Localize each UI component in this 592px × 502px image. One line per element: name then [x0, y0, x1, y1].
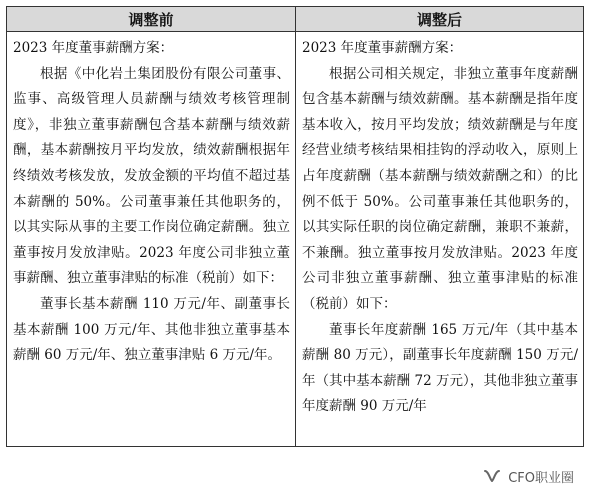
after-plan-body: 根据公司相关规定，非独立董事年度薪酬包含基本薪酬与绩效薪酬。基本薪酬是指年度基本收入，按月平均发放；绩效薪酬是与年度经营业绩考核结果相挂钩的浮动收入，原则上占年度薪酬（基本薪酬与绩效薪酬之和）的比例不低于 50%。公司董事兼任其他职务的，以其实际任职的岗位确定薪酬，兼职不兼薪，不兼酬。独立董事按月发放津贴。2023 年度公司非独立董事薪酬、独立董事津贴的标准（税前）如下： — [302, 65, 578, 312]
wechat-channel-icon — [482, 466, 502, 486]
after-plan-title: 2023 年度董事薪酬方案： — [302, 40, 463, 56]
after-plan-standards: 董事长年度薪酬 165 万元/年（其中基本薪酬 80 万元），副董事长年度薪酬 150 万元/年（其中基本薪酬 72 万元），其他非独立董事年度薪酬 90 万元/年 — [302, 321, 578, 415]
header-after: 调整后 — [296, 7, 583, 32]
comparison-table — [6, 6, 584, 447]
watermark-text: CFO职业圈 — [508, 470, 574, 486]
before-plan-body: 根据《中化岩土集团股份有限公司董事、监事、高级管理人员薪酬与绩效考核管理制度》，非独立董事薪酬包含基本薪酬与绩效薪酬，基本薪酬按月平均发放，绩效薪酬根据年终绩效考核发放，发放金额的平均值不超过基本薪酬的 50%。公司董事兼任其他职务的，以其实际从事的主要工作岗位确定薪酬。独立董事按月发放津贴。2023 年度公司非独立董事薪酬、独立董事津贴的标准（税前）如下： — [13, 65, 290, 287]
watermark — [482, 466, 574, 486]
after-content — [296, 32, 583, 446]
header-before: 调整前 — [7, 7, 296, 32]
before-plan-title: 2023 年度董事薪酬方案： — [13, 40, 174, 56]
before-plan-standards: 董事长基本薪酬 110 万元/年、副董事长基本薪酬 100 万元/年、其他非独立董事基本薪酬 60 万元/年、独立董事津贴 6 万元/年。 — [13, 295, 290, 364]
before-content — [7, 32, 296, 446]
